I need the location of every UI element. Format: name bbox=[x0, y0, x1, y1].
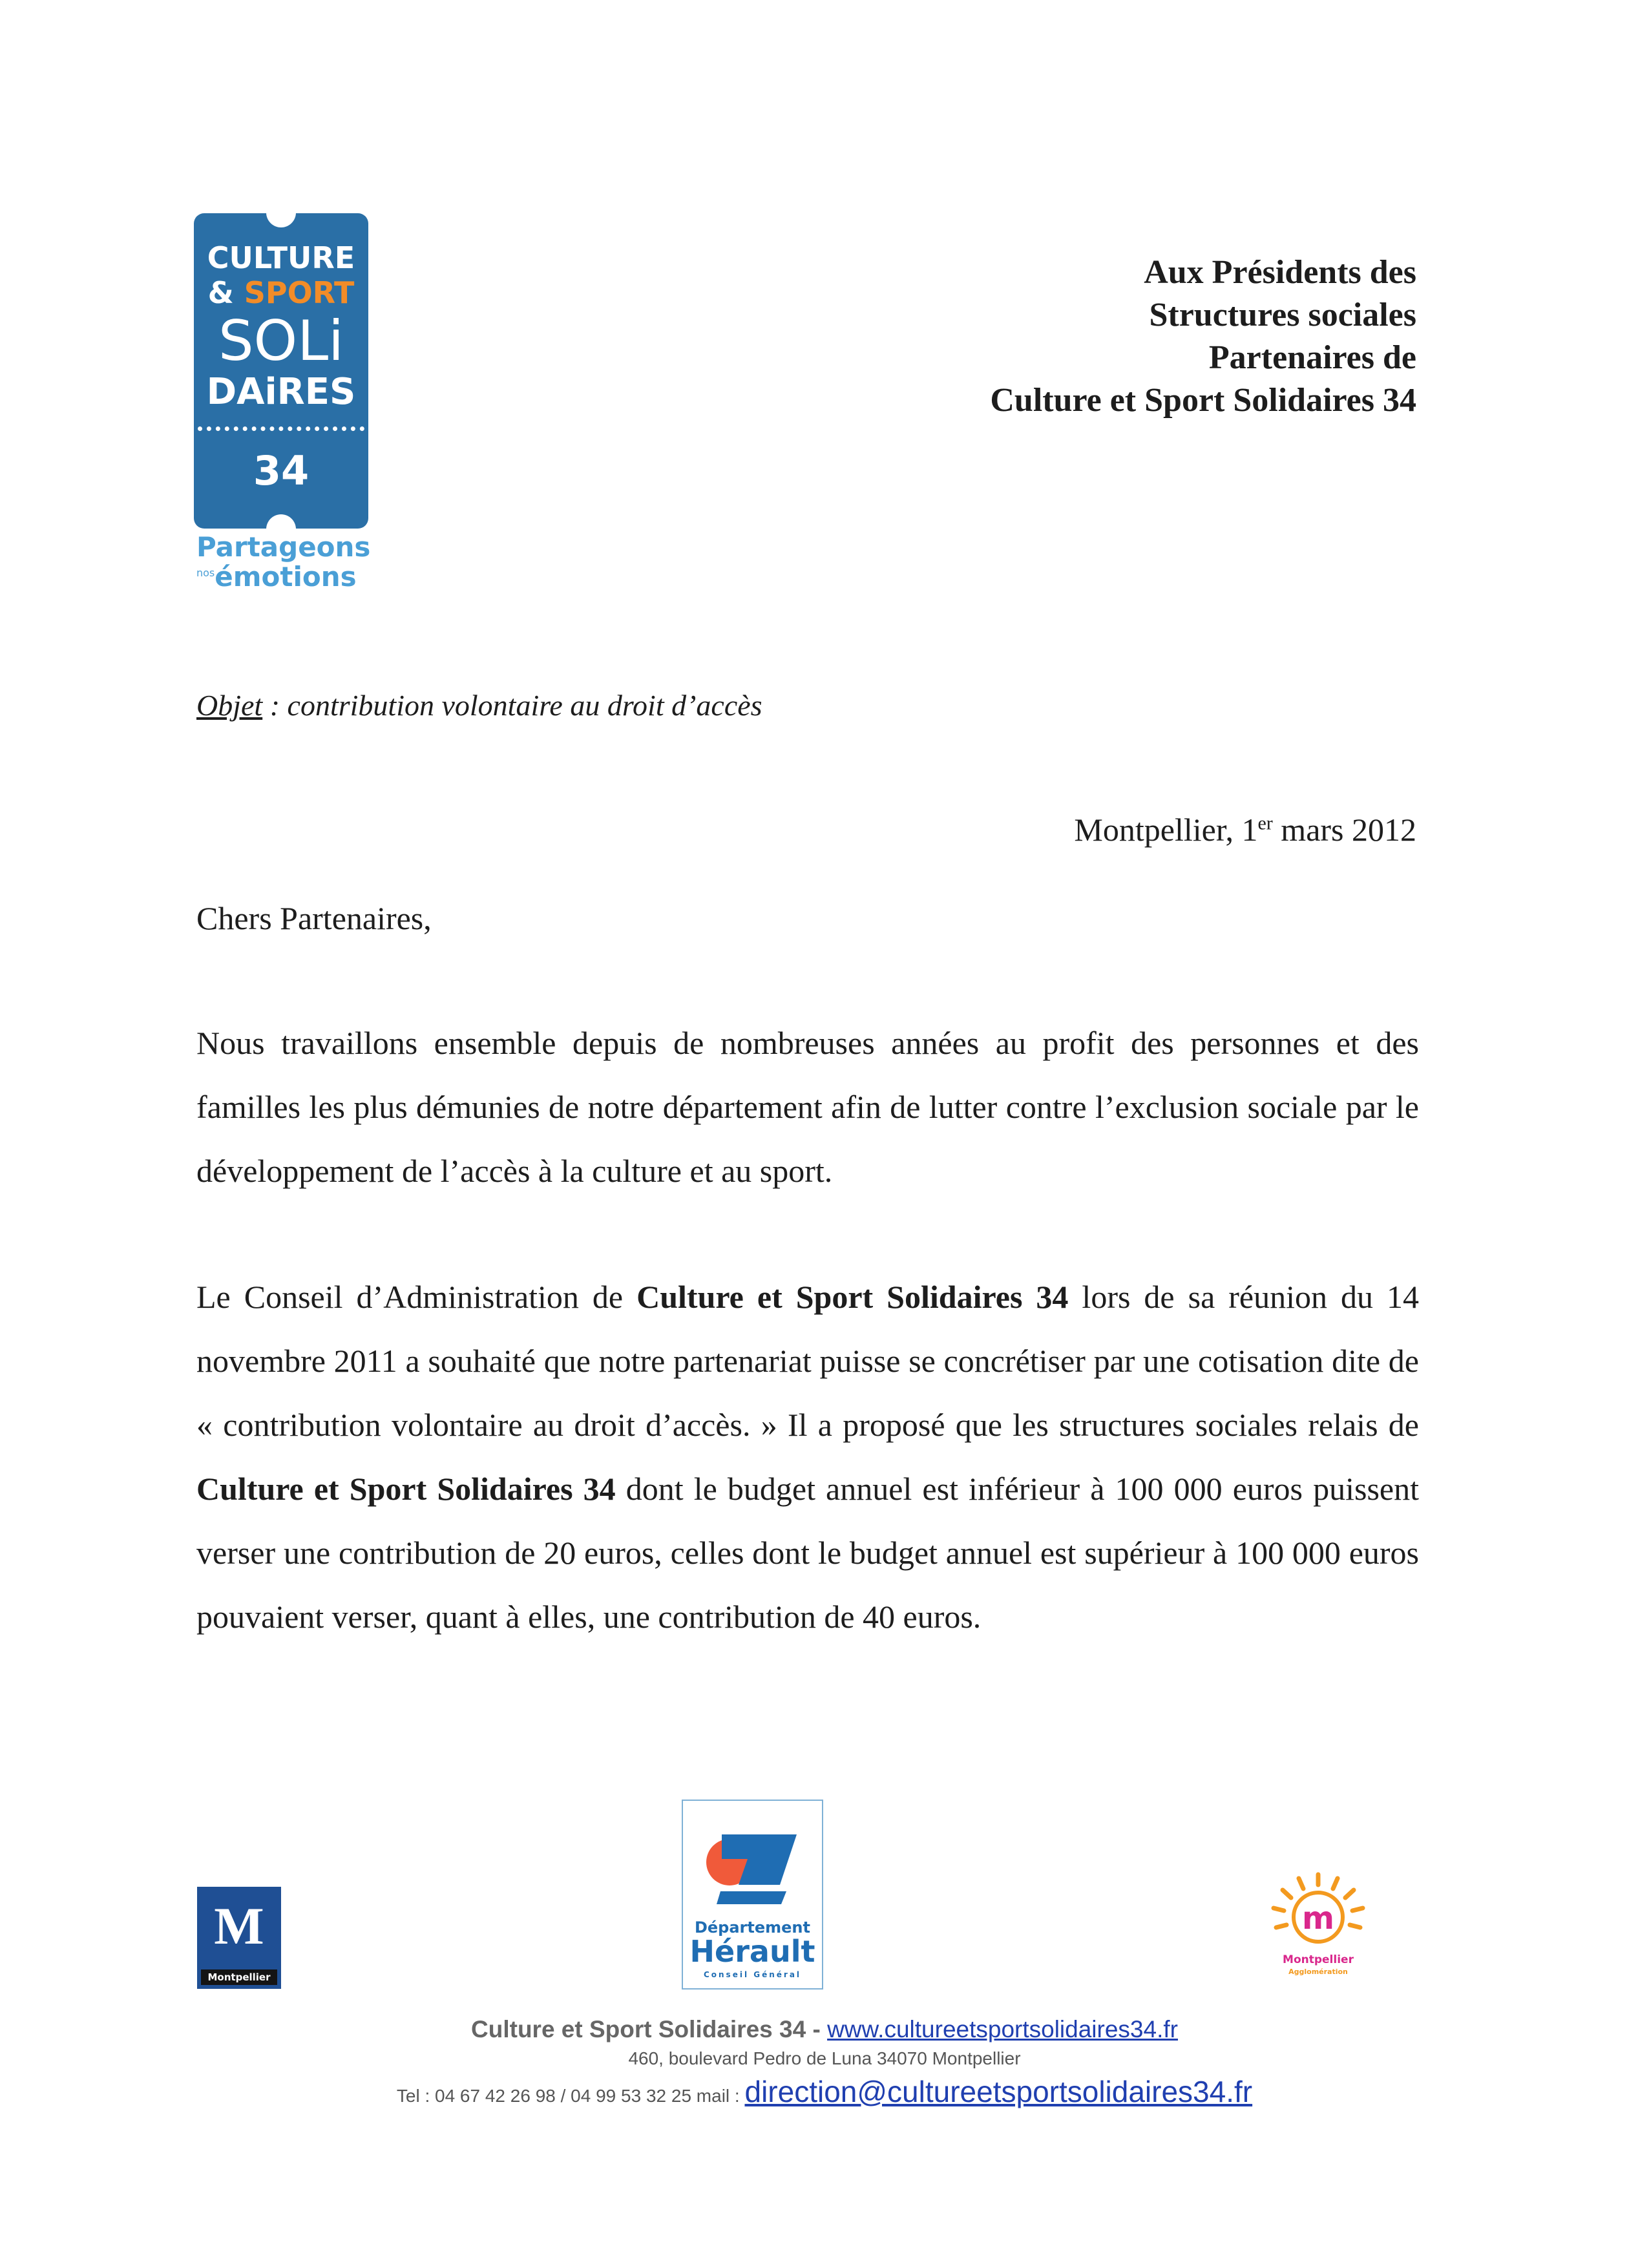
letter-date: Montpellier, 1er mars 2012 bbox=[1074, 812, 1416, 848]
footer-org-line: Culture et Sport Solidaires 34 - www.cultureetsportsolidaires34.fr bbox=[471, 2016, 1178, 2042]
footer-phone: Tel : 04 67 42 26 98 / 04 99 53 32 25 mail : bbox=[396, 2086, 745, 2106]
footer-address: 460, boulevard Pedro de Luna 34070 Montpellier bbox=[628, 2048, 1021, 2068]
logo-line-culture: CULTURE bbox=[207, 240, 355, 275]
agglo-sun-icon bbox=[1263, 1871, 1373, 1948]
body-paragraph-2: Le Conseil d’Administration de Culture et Sport Solidaires 34 lors de sa réunion du 14 novembre 2011 a souhaité que notre partenariat puisse se concrétiser par une cotisation dite de « contribution volontaire au droit d’accès. » Il a proposé que les structures sociales relais de Culture et Sport Solidaires 34 dont le budget annuel est inférieur à 100 000 euros puissent verser une contribution de 20 euros, celles dont le budget annuel est supérieur à 100 000 euros pouvaient verser, quant à elles, une contribution de 40 euros. bbox=[196, 1279, 1420, 1635]
footer-email-link[interactable]: direction@cultureetsportsolidaires34.fr bbox=[744, 2075, 1253, 2108]
culture-sport-solidaires-logo bbox=[194, 213, 375, 594]
subject-line: Objet : contribution volontaire au droit d’accès bbox=[196, 689, 762, 722]
body-paragraph-1: Nous travaillons ensemble depuis de nombreuses années au profit des personnes et des familles les plus démunies de notre département afin de lutter contre l’exclusion sociale par le développement de l’accès à la culture et au sport. bbox=[196, 1025, 1419, 1189]
svg-text:m: m bbox=[1301, 1900, 1335, 1937]
logo-perforation bbox=[198, 426, 364, 431]
logo-line-soli: SOLi bbox=[218, 309, 344, 373]
logo-line-sport: & SPORT bbox=[207, 275, 355, 310]
subject-label: Objet bbox=[196, 689, 263, 722]
herault-emblem-icon bbox=[683, 1801, 822, 1930]
recipient-line-3: Partenaires de bbox=[1208, 339, 1416, 376]
subject-text: contribution volontaire au droit d’accès bbox=[287, 689, 762, 722]
recipient-line-2: Structures sociales bbox=[1149, 297, 1416, 333]
footer-website-link[interactable]: www.cultureetsportsolidaires34.fr bbox=[827, 2016, 1178, 2042]
logo-tagline-1: Partageons bbox=[196, 531, 371, 563]
footer-contact-line bbox=[0, 2074, 1649, 2109]
montpellier-city-logo: M Montpellier bbox=[197, 1887, 281, 1989]
salutation: Chers Partenaires, bbox=[196, 900, 432, 936]
logo-number: 34 bbox=[253, 447, 310, 494]
logo-line-daires: DAiRES bbox=[206, 371, 356, 413]
logo-ticket bbox=[194, 213, 368, 529]
recipient-line-1: Aux Présidents des bbox=[1144, 254, 1416, 291]
departement-herault-logo: Département Hérault Conseil Général bbox=[682, 1800, 823, 1990]
logo-tagline-2: $^{nos}$émotions bbox=[196, 561, 357, 593]
recipient-line-4: Culture et Sport Solidaires 34 bbox=[990, 382, 1416, 419]
footer-org-name: Culture et Sport Solidaires 34 bbox=[471, 2016, 806, 2042]
montpellier-agglomeration-logo: m Montpellier Agglomération bbox=[1263, 1871, 1373, 1984]
